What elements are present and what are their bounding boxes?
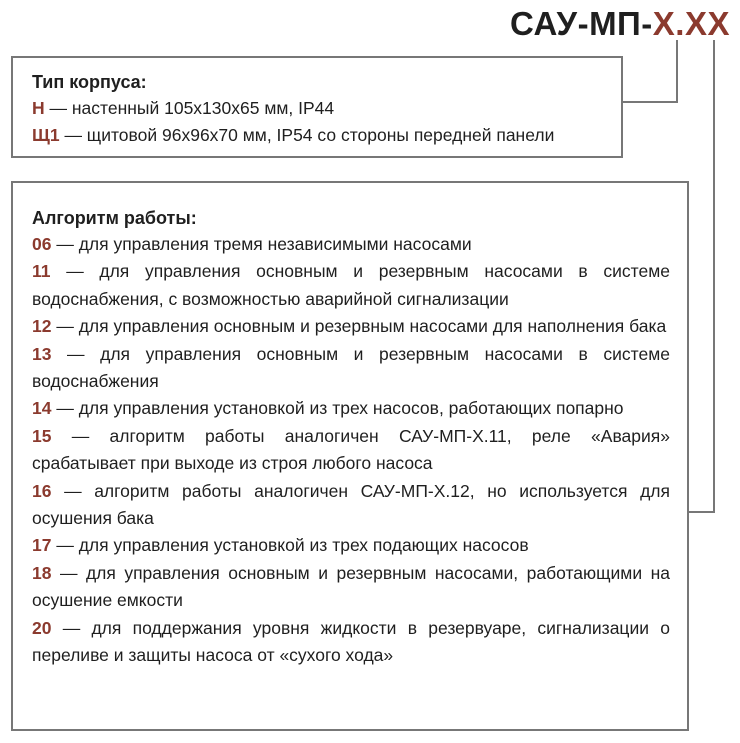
algorithm-box [11, 181, 689, 731]
algorithm-option-description: — для управления основным и резервным насосами для наполнения бака [51, 316, 667, 337]
algorithm-code-placeholder: ХХ [684, 5, 730, 42]
algorithm-option-code: 17 [32, 535, 52, 556]
algorithm-option-row [32, 478, 670, 533]
algorithm-option-description: — для поддержания уровня жидкости в резервуаре, сигнализации о переливе и защиты насоса от «сухого хода» [32, 617, 670, 666]
algorithm-option-code: 15 [32, 425, 52, 446]
algorithm-option-code: 06 [32, 234, 52, 254]
algorithm-option-row [32, 560, 670, 615]
algorithm-option-code: 14 [32, 398, 52, 419]
algorithm-option-row [32, 313, 670, 340]
algorithm-option-description: — для управления основным и резервным насосами, работающими на осушение емкости [32, 562, 670, 611]
housing-option-description: — щитовой 96х96х70 мм, IP54 со стороны передней панели [59, 125, 555, 146]
algorithm-option-description: — для управления основным и резервным насосами в системе водоснабжения [32, 343, 670, 392]
algorithm-option-code: 20 [32, 617, 52, 638]
algorithm-option-code: 16 [32, 480, 52, 501]
algorithm-option-row [32, 615, 670, 670]
housing-option-code: Щ1 [32, 125, 60, 146]
housing-option-row [32, 95, 603, 122]
algorithm-option-code: 18 [32, 562, 52, 583]
algorithm-option-row [32, 532, 670, 559]
housing-option-row [32, 122, 603, 149]
housing-connector-line [623, 40, 677, 102]
housing-type-box [11, 56, 623, 158]
algorithm-option-code: 13 [32, 343, 52, 364]
housing-option-description: — настенный 105х130х65 мм, IP44 [44, 98, 335, 118]
algorithm-option-description: — для управления тремя независимыми насосами [51, 234, 472, 254]
product-code-title [510, 6, 730, 42]
housing-code-placeholder: Х [652, 5, 676, 42]
algorithm-option-description: — алгоритм работы аналогичен САУ-МП-Х.11, реле «Авария» срабатывает при выходе из строя любого насоса [32, 425, 670, 474]
algorithm-option-row [32, 258, 670, 313]
product-code-prefix: САУ-МП- [509, 5, 653, 42]
algorithm-option-code: 11 [32, 261, 51, 282]
algorithm-option-description: — для управления основным и резервным насосами в системе водоснабжения, с возможностью аварийной сигнализации [32, 261, 670, 309]
algorithm-option-row [32, 341, 670, 396]
housing-type-heading: Тип корпуса: [32, 72, 147, 92]
algorithm-option-row [32, 395, 670, 422]
algorithm-option-row [32, 231, 670, 258]
housing-option-code: Н [32, 98, 45, 118]
algorithm-option-description: — для управления установкой из трех насосов, работающих попарно [51, 398, 624, 419]
algorithm-option-description: — для управления установкой из трех подающих насосов [51, 535, 529, 556]
code-separator: . [675, 5, 685, 42]
algorithm-heading: Алгоритм работы: [32, 208, 197, 228]
algorithm-connector-line [689, 40, 714, 512]
algorithm-option-code: 12 [32, 316, 52, 337]
algorithm-option-row [32, 423, 670, 478]
algorithm-option-description: — алгоритм работы аналогичен САУ-МП-Х.12, но используется для осушения бака [32, 480, 670, 529]
